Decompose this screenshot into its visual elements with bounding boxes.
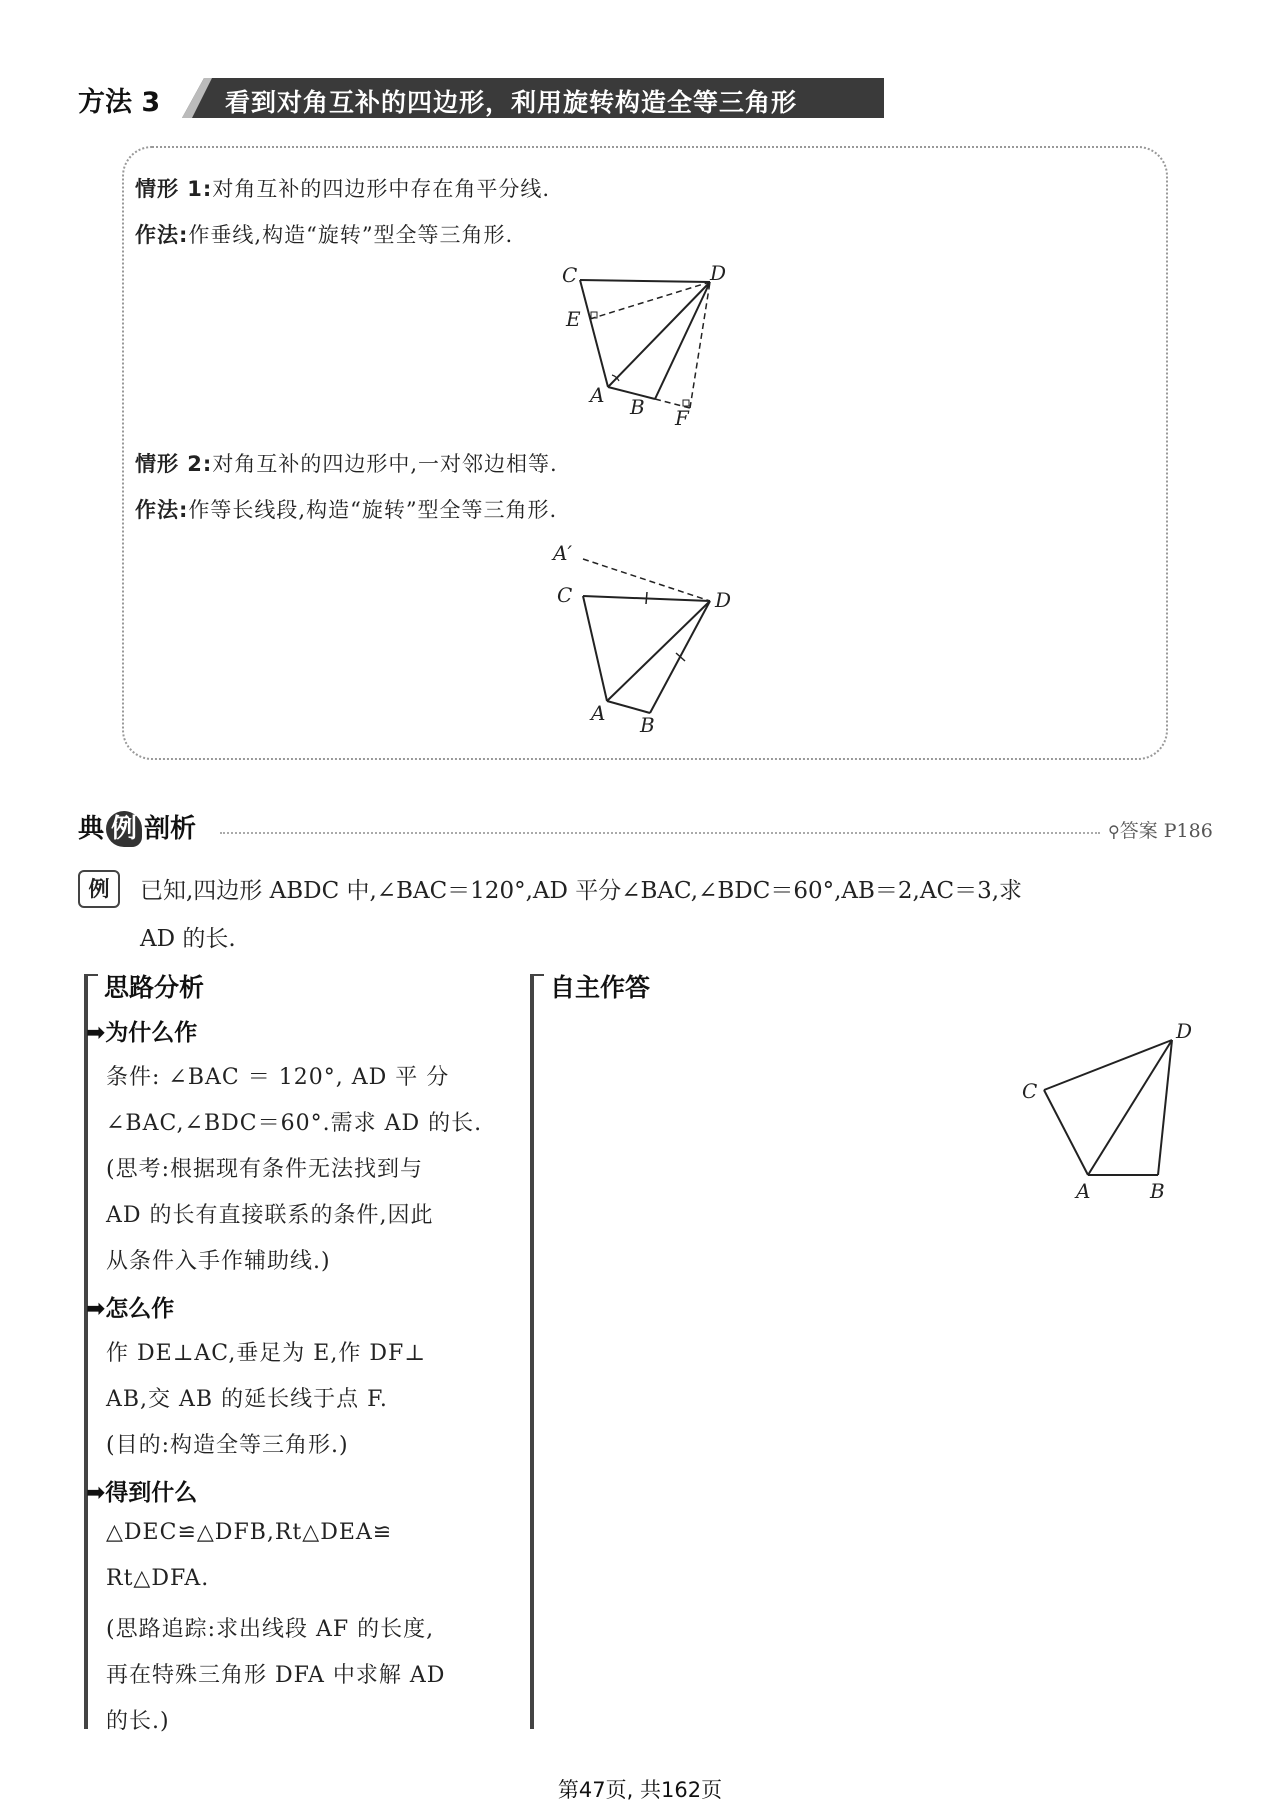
section-badge: 例 — [106, 811, 142, 847]
fig3-label-b: B — [1150, 1179, 1165, 1203]
case2-method-line — [135, 494, 557, 524]
answer-ref-text: 答案 P186 — [1119, 820, 1213, 842]
fig1-label-d: D — [710, 262, 727, 285]
fig2-label-d: D — [715, 588, 732, 612]
get-line: 的长.) — [106, 1709, 170, 1734]
answer-title: 自主作答 — [550, 973, 651, 1002]
case2-figure — [545, 536, 755, 736]
how-title: ➡怎么作 — [86, 1296, 175, 1322]
why-line: 从条件入手作辅助线.) — [106, 1249, 331, 1274]
case2-method-text: 作等长线段,构造“旋转”型全等三角形. — [188, 498, 558, 522]
why-line: AD 的长有直接联系的条件,因此 — [106, 1203, 434, 1228]
section-header-post: 剖析 — [144, 814, 197, 844]
answer-ref — [1108, 816, 1213, 843]
case1-method-text: 作垂线,构造“旋转”型全等三角形. — [188, 223, 514, 247]
case2-method-lead: 作法: — [135, 498, 189, 522]
arrow-icon: ➡ — [86, 1020, 106, 1046]
fig2-label-a-prime: A′ — [553, 541, 572, 565]
example-badge: 例 — [78, 870, 120, 908]
fig1-label-a: A — [590, 383, 605, 407]
fig1-label-c: C — [562, 263, 578, 287]
get-line: △DEC≌△DFB,Rt△DEA≌ — [106, 1520, 393, 1545]
case1-text: 对角互补的四边形中存在角平分线. — [212, 177, 551, 201]
section-header-pre: 典 — [78, 814, 105, 844]
why-title: ➡为什么作 — [86, 1020, 198, 1046]
how-line: 作 DE⊥AC,垂足为 E,作 DF⊥ — [106, 1341, 426, 1366]
method-title: 看到对角互补的四边形，利用旋转构造全等三角形 — [225, 88, 798, 117]
how-line: (目的:构造全等三角形.) — [106, 1433, 349, 1458]
answer-figure — [1010, 1010, 1220, 1210]
get-line: Rt△DFA. — [106, 1566, 210, 1591]
page-footer: 第47页, 共162页 — [557, 1778, 723, 1802]
get-line: (思路追踪:求出线段 AF 的长度, — [106, 1617, 435, 1642]
case1-line — [135, 173, 550, 203]
arrow-icon: ➡ — [86, 1296, 106, 1322]
why-line: 条件: ∠BAC ＝ 120°, AD 平 分 — [106, 1065, 450, 1090]
why-line: (思考:根据现有条件无法找到与 — [106, 1157, 423, 1182]
section-header — [78, 808, 196, 847]
key-icon: ⚲ — [1108, 822, 1120, 841]
why-line: ∠BAC,∠BDC＝60°.需求 AD 的长. — [106, 1111, 483, 1136]
fig2-label-a: A — [591, 701, 606, 725]
case2-heading: 情形 2: — [135, 452, 213, 476]
case2-line — [135, 448, 558, 478]
case1-figure — [550, 262, 750, 432]
get-title: ➡得到什么 — [86, 1480, 198, 1506]
case2-text: 对角互补的四边形中,一对邻边相等. — [212, 452, 558, 476]
fig2-label-c: C — [557, 583, 573, 607]
case1-method-line — [135, 219, 513, 249]
case1-method-lead: 作法: — [135, 223, 189, 247]
fig3-label-c: C — [1022, 1079, 1038, 1103]
fig3-label-d: D — [1176, 1019, 1193, 1043]
analysis-title: 思路分析 — [104, 973, 205, 1002]
analysis-bar — [84, 974, 88, 1729]
fig2-label-b: B — [640, 713, 655, 736]
example-line1: 已知,四边形 ABDC 中,∠BAC＝120°,AD 平分∠BAC,∠BDC＝60°,AB＝2,AC＝3,求 — [140, 878, 1023, 904]
case1-heading: 情形 1: — [135, 177, 213, 201]
example-line2: AD 的长. — [140, 926, 236, 952]
fig3-label-a: A — [1076, 1179, 1091, 1203]
fig1-label-e: E — [566, 307, 581, 331]
fig1-label-b: B — [630, 395, 645, 419]
method-tag: 方法 3 — [78, 87, 161, 118]
section-rule — [220, 832, 1100, 834]
answer-bar — [530, 974, 534, 1729]
get-line: 再在特殊三角形 DFA 中求解 AD — [106, 1663, 446, 1688]
fig1-label-f: F — [675, 406, 689, 430]
how-line: AB,交 AB 的延长线于点 F. — [106, 1387, 388, 1412]
arrow-icon: ➡ — [86, 1480, 106, 1506]
